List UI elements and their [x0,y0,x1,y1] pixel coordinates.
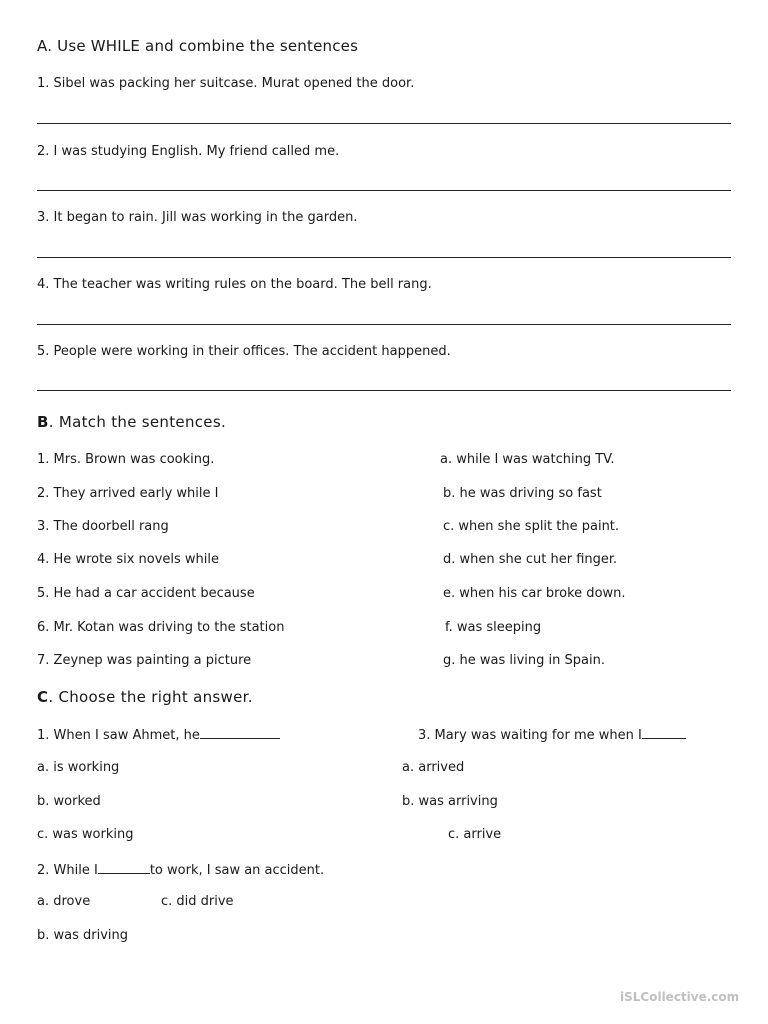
question-1-stem: 1. When I saw Ahmet, he [37,726,280,743]
section-a-item-3: 3. It began to rain. Jill was working in the garden. [37,210,358,225]
match-left-1: 1. Mrs. Brown was cooking. [37,452,215,467]
answer-line-1 [37,123,731,124]
match-right-g: g. he was living in Spain. [443,653,605,668]
section-a-item-5: 5. People were working in their offices. The accident happened. [37,344,451,359]
question-3-option-b: b. was arriving [402,794,498,809]
question-1-option-a: a. is working [37,760,120,775]
watermark: iSLCollective.com [620,990,740,1004]
question-2-stem: 2. While I to work, I saw an accident. [37,863,325,878]
match-right-c: c. when she split the paint. [443,519,620,534]
match-left-6: 6. Mr. Kotan was driving to the station [37,620,285,635]
answer-blank [98,861,150,874]
section-a-title: A. Use WHILE and combine the sentences [37,37,359,55]
match-left-4: 4. He wrote six novels while [37,552,220,567]
section-a-item-1: 1. Sibel was packing her suitcase. Murat opened the door. [37,76,415,91]
answer-line-3 [37,257,731,258]
match-left-7: 7. Zeynep was painting a picture [37,653,252,668]
section-a-item-4: 4. The teacher was writing rules on the board. The bell rang. [37,277,432,292]
match-left-5: 5. He had a car accident because [37,586,255,601]
match-right-d: d. when she cut her finger. [443,552,618,567]
question-2-option-a: a. drove [37,894,91,909]
match-left-3: 3. The doorbell rang [37,519,169,534]
answer-blank [200,726,280,739]
section-c-title: C. Choose the right answer. [37,688,253,706]
question-3-option-a: a. arrived [402,760,465,775]
section-a-item-2: 2. I was studying English. My friend called me. [37,144,340,159]
question-1-option-c: c. was working [37,827,134,842]
match-left-2: 2. They arrived early while I [37,486,219,501]
question-3-stem: 3. Mary was waiting for me when I [418,726,686,743]
question-3-option-c: c. arrive [448,827,502,842]
answer-line-4 [37,324,731,325]
question-2-option-b: b. was driving [37,928,129,943]
question-2-option-c: c. did drive [161,894,234,909]
answer-line-2 [37,190,731,191]
answer-line-5 [37,390,731,391]
answer-blank [642,726,686,739]
match-right-e: e. when his car broke down. [443,586,626,601]
match-right-f: f. was sleeping [445,620,542,635]
section-b-title: B. Match the sentences. [37,413,227,431]
question-1-option-b: b. worked [37,794,101,809]
match-right-b: b. he was driving so fast [443,486,602,501]
match-right-a: a. while I was watching TV. [440,452,615,467]
